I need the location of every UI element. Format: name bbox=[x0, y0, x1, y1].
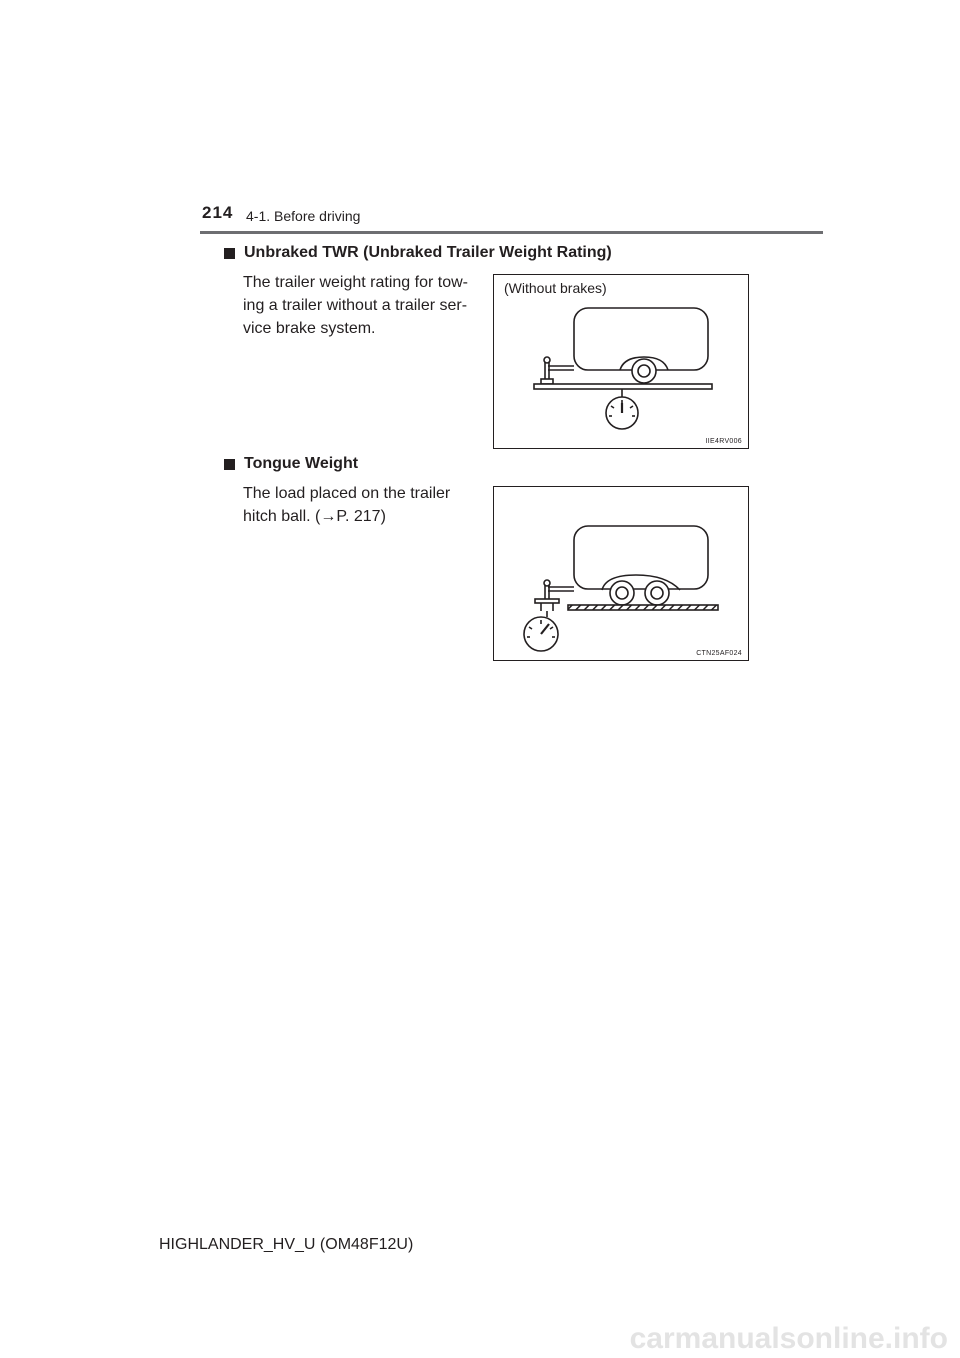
section-body-unbraked-twr bbox=[243, 271, 476, 340]
trailer-wheel bbox=[632, 359, 656, 383]
trailer-wheel-front bbox=[610, 581, 634, 605]
page-number: 214 bbox=[202, 203, 234, 222]
trailer-wheel-rear bbox=[645, 581, 669, 605]
body-line: ing a trailer without a trailer ser- bbox=[243, 297, 468, 314]
footer-model-code: HIGHLANDER_HV_U (OM48F12U) bbox=[159, 1236, 414, 1253]
watermark-logo bbox=[0, 1318, 960, 1358]
body-line: hitch ball. (→P. 217) bbox=[243, 508, 386, 525]
scale-platform bbox=[534, 384, 712, 389]
section-heading-text: Tongue Weight bbox=[244, 455, 359, 472]
figure-tongue-weight bbox=[493, 486, 749, 661]
figure-code: IIE4RV006 bbox=[705, 438, 742, 445]
tongue-weight-illustration bbox=[494, 487, 750, 662]
section-body-tongue-weight bbox=[243, 482, 476, 528]
figure-code: CTN25AF024 bbox=[696, 650, 742, 657]
header-rule bbox=[200, 231, 823, 234]
figure-caption: (Without brakes) bbox=[504, 280, 607, 296]
tongue-scale-pad bbox=[535, 599, 559, 603]
trailer-on-scale-illustration bbox=[494, 275, 750, 450]
body-line: The load placed on the trailer bbox=[243, 485, 451, 502]
watermark-text: carmanualsonline.info bbox=[629, 1322, 948, 1355]
section-heading-unbraked-twr bbox=[224, 244, 612, 262]
section-heading-tongue-weight bbox=[224, 455, 358, 473]
breadcrumb: 4-1. Before driving bbox=[246, 208, 361, 224]
section-heading-text: Unbraked TWR (Unbraked Trailer Weight Rating) bbox=[244, 244, 612, 261]
body-line: The trailer weight rating for tow- bbox=[243, 274, 468, 291]
square-bullet-icon bbox=[224, 459, 235, 470]
ground-hatched bbox=[568, 605, 718, 610]
square-bullet-icon bbox=[224, 248, 235, 259]
trailer-body bbox=[574, 526, 708, 589]
figure-without-brakes bbox=[493, 274, 749, 449]
body-line: vice brake system. bbox=[243, 320, 376, 337]
